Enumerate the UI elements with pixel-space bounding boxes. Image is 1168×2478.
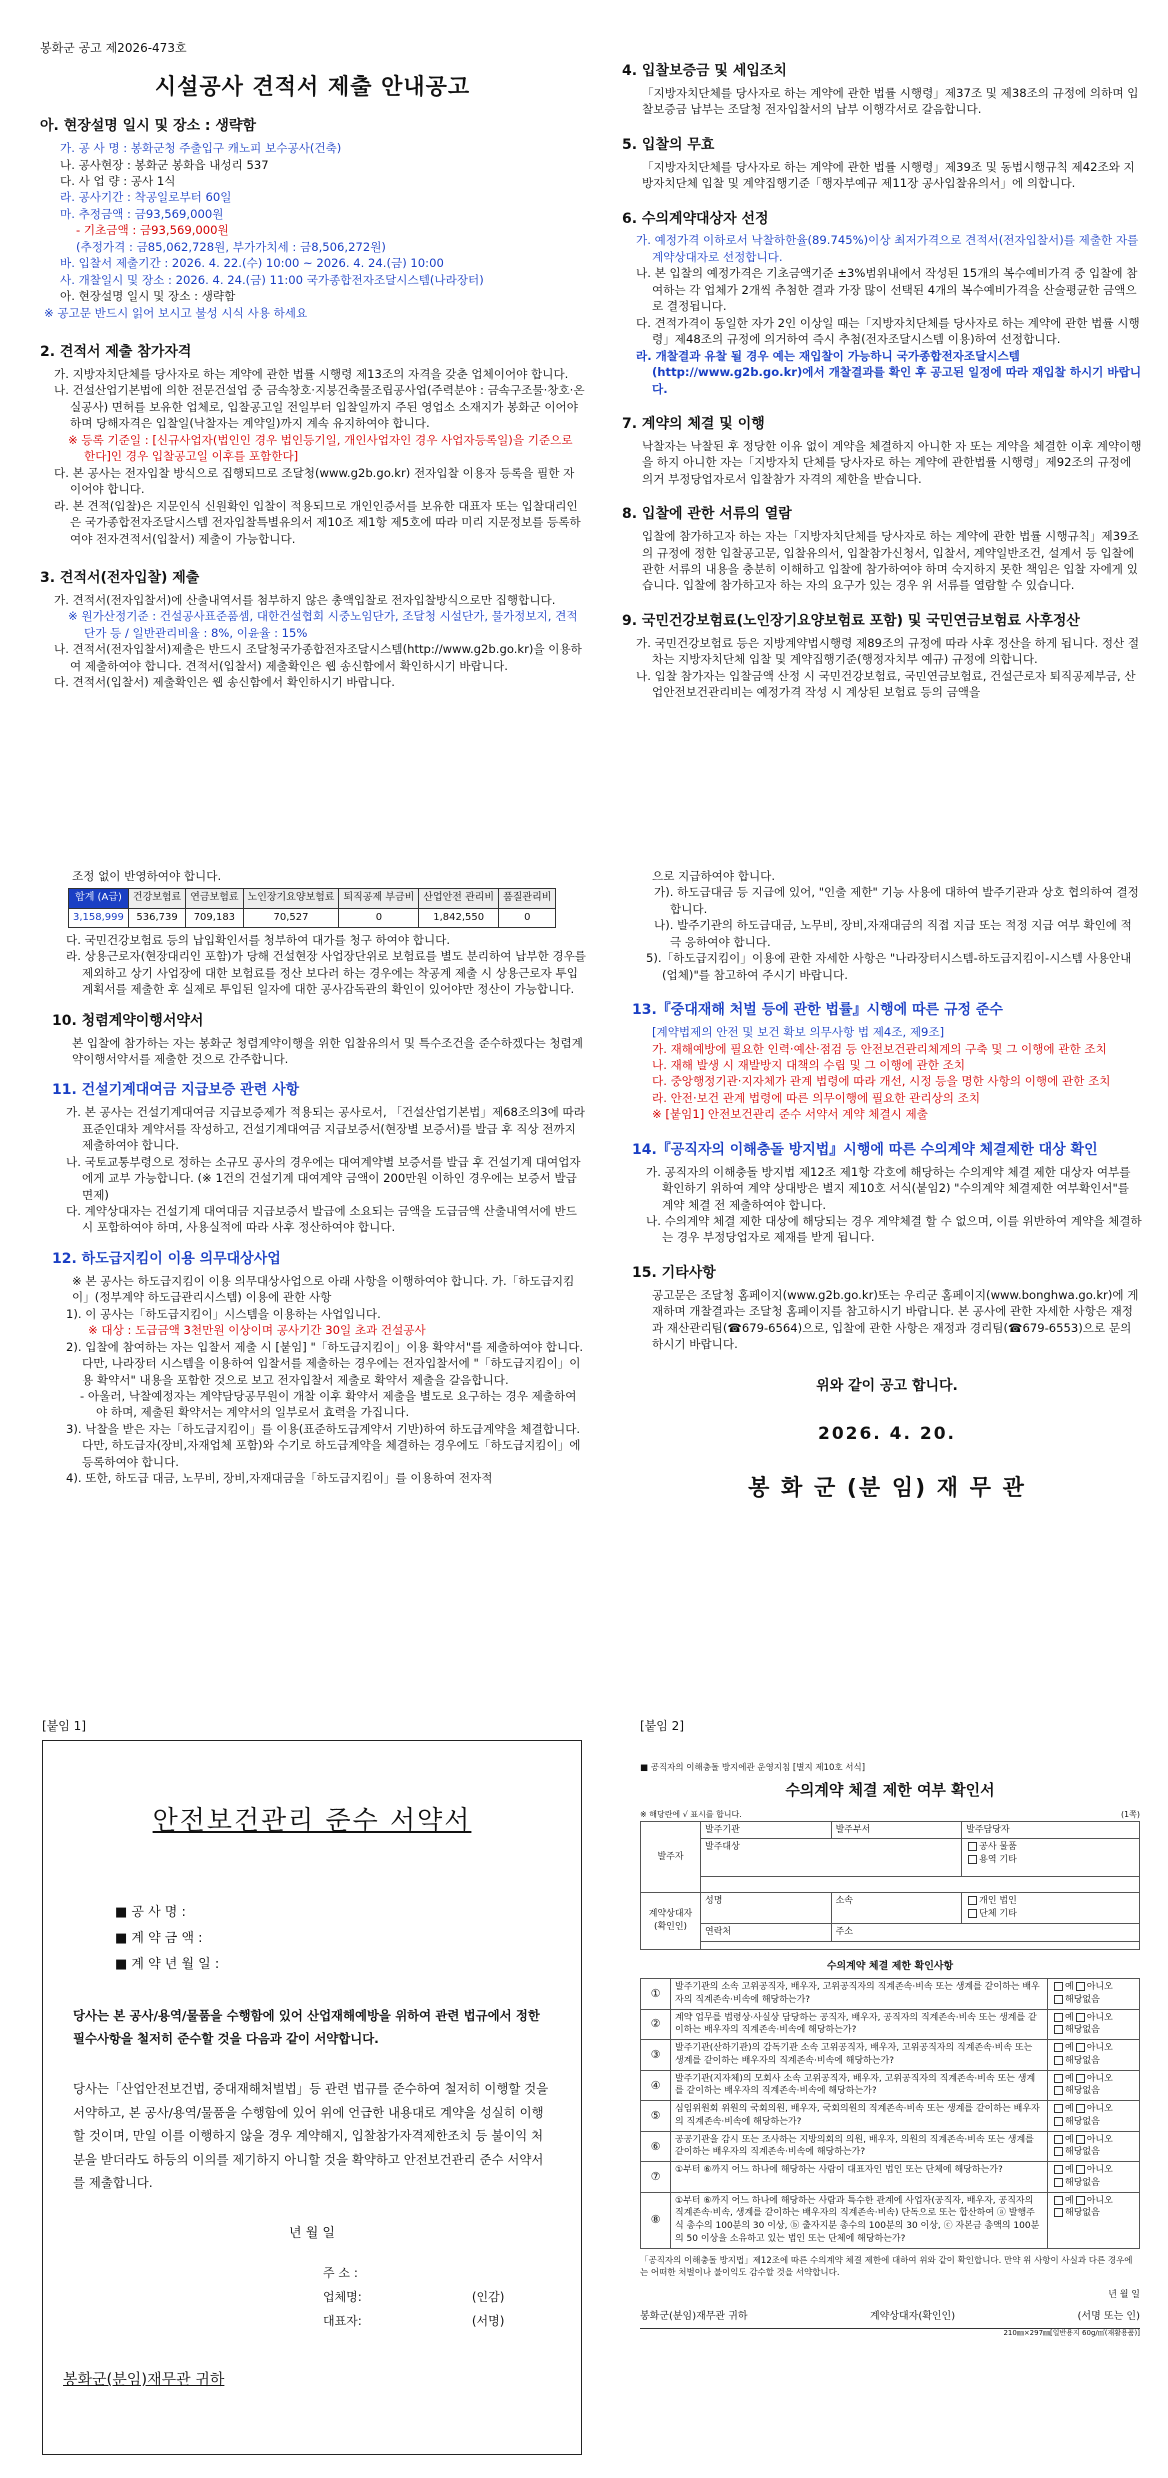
orderer-agency: 발주기관 bbox=[701, 1821, 832, 1839]
orderer-dept: 발주부서 bbox=[831, 1821, 962, 1839]
row-answers bbox=[1048, 2009, 1140, 2040]
pledge-signature-block bbox=[323, 2261, 581, 2333]
checkbox-icon[interactable] bbox=[1076, 2043, 1085, 2052]
closing-text: 위와 같이 공고 합니다. bbox=[816, 1377, 958, 1394]
section-8-heading: 8. 입찰에 관한 서류의 열람 bbox=[622, 506, 792, 523]
s1-e: 마. 추정금액 : 금93,569,000원 bbox=[60, 206, 224, 221]
pledge-title: 안전보건관리 준수 서약서 bbox=[152, 1806, 472, 1836]
na-label: 해당없음 bbox=[1065, 1994, 1100, 2005]
pledge-paragraph-1: 당사는 본 공사/용역/물품을 수행함에 있어 산업재해예방을 위하여 관련 법규에서 정한 필수사항을 철저히 준수할 것을 다음과 같이 서약합니다. bbox=[73, 2007, 540, 2047]
checkbox-icon[interactable] bbox=[1054, 2104, 1063, 2113]
no-label: 아니오 bbox=[1086, 2012, 1113, 2023]
form-parties-table bbox=[640, 1821, 1140, 1950]
section-15-heading: 15. 기타사항 bbox=[632, 1264, 716, 1281]
no-label: 아니오 bbox=[1086, 1981, 1113, 1992]
row-question: ①부터 ⑥까지 어느 하나에 해당하는 사람이 대표자인 법인 또는 단체에 해당하는가? bbox=[671, 2162, 1048, 2193]
checkbox-icon[interactable] bbox=[1054, 2117, 1063, 2126]
row-question: 공공기관을 감시 또는 조사하는 지방의회의 의원, 배우자, 의원의 직계존속·비속 또는 생계를 같이하는 배우자의 직계존속·비속에 해당하는가? bbox=[671, 2131, 1048, 2162]
s6-a: 가. 예정가격 이하로서 낙찰하한율(89.745%)이상 최저가격으로 견적서(전자입찰서)를 제출한 자를 계약상대자로 선정합니다. bbox=[636, 233, 1139, 264]
s1-note: ※ 공고문 반드시 읽어 보시고 불성 시식 사용 하세요 bbox=[44, 305, 308, 320]
s1-g: 사. 개찰일시 및 장소 : 2026. 4. 24.(금) 11:00 국가종합전자조달시스템(나라장터) bbox=[60, 272, 484, 287]
notice-number: 봉화군 공고 제2026-473호 bbox=[40, 41, 187, 55]
s14-b: 나. 수의계약 체결 제한 대상에 해당되는 경우 계약체결 할 수 없으며, 이를 위반하여 계약을 체결하는 경우 부정당업자로 제재를 받게 됩니다. bbox=[646, 1214, 1142, 1245]
field-project-name: ■ 공 사 명 : bbox=[115, 1904, 186, 1920]
s4-a: 「지방자치단체를 당사자로 하는 계약에 관한 법률 시행령」제37조 및 제38조의 규정에 의하며 입찰보증금 납부는 조달청 전자입찰서의 납부 이행각서로 갈음합니다. bbox=[642, 85, 1139, 117]
attachment-1-label: [붙임 1] bbox=[42, 1719, 86, 1733]
s7-a: 낙찰자는 낙찰된 후 정당한 이유 없이 계약을 체결하지 아니한 자 또는 계약을 체결한 이후 계약이행을 하지 아니한 자는「지방자치 단체를 당사자로 하는 계약에 관한법률 시행령」제92조의 규정에 의거 부정당업자로서 입찰참가 자격의 제한을 받습니다. bbox=[642, 438, 1142, 486]
na-label: 해당없음 bbox=[1065, 2086, 1100, 2097]
yes-label: 예 bbox=[1065, 2104, 1074, 2115]
s13-a: 가. 재해예방에 필요한 인력·예산·점검 등 안전보건관리체계의 구축 및 그 이행에 관한 조치 bbox=[652, 1041, 1107, 1056]
no-label: 아니오 bbox=[1086, 2165, 1113, 2176]
s14-a: 가. 공직자의 이해충돌 방지법 제12조 제1항 각호에 해당하는 수의계약 체결 제한 대상자 여부를 확인하기 위하여 계약 상대방은 별지 제10호 서식(붙임2) "수의계약 체결제한 여부확인서"를 계약 체결 전 제출하여야 합니다. bbox=[646, 1164, 1131, 1212]
checkbox-icon[interactable] bbox=[1076, 2196, 1085, 2205]
checkbox-icon[interactable] bbox=[1076, 2165, 1085, 2174]
checkbox-icon[interactable] bbox=[968, 1909, 977, 1918]
form-note: ※ 해당란에 √ 표시를 합니다. bbox=[640, 1810, 742, 1820]
na-label: 해당없음 bbox=[1065, 2055, 1100, 2066]
field-contract-date: ■ 계 약 년 월 일 : bbox=[115, 1956, 220, 1972]
s1-e2: (추정가격 : 금85,062,728원, 부가가치세 : 금8,506,272원) bbox=[76, 239, 386, 254]
row-answers bbox=[1048, 2040, 1140, 2071]
rate-value-0: 3,158,999 bbox=[69, 908, 129, 927]
checkbox-icon[interactable] bbox=[1076, 1982, 1085, 1991]
section-13-heading: 13.『중대재해 처벌 등에 관한 법률』시행에 따른 규정 준수 bbox=[632, 1002, 1003, 1019]
s12-i1-note: ※ 대상 : 도급금액 3천만원 이상이며 공사기간 30일 초과 건설공사 bbox=[88, 1323, 426, 1338]
pledge-recipient: 봉화군(분임)재무관 귀하 bbox=[63, 2370, 225, 2389]
conflict-check-form bbox=[640, 1762, 1140, 2339]
pledge-rep-line bbox=[323, 2309, 581, 2333]
s3-a: 가. 견적서(전자입찰서)에 산출내역서를 첨부하지 않은 총액입찰로 전자입찰방식으로만 집행합니다. bbox=[54, 592, 556, 607]
s12-i1: 1). 이 공사는「하도급지킴이」시스템을 이용하는 사업입니다. bbox=[66, 1306, 381, 1321]
row-number: ⑧ bbox=[641, 2192, 671, 2248]
checkbox-icon[interactable] bbox=[1054, 1982, 1063, 1991]
s13-b: 나. 재해 발생 시 재발방지 대책의 수립 및 그 이행에 관한 조치 bbox=[652, 1057, 966, 1072]
r-low-top: 으로 지급하여야 합니다. bbox=[652, 869, 776, 883]
checkbox-icon[interactable] bbox=[968, 1855, 977, 1864]
no-label: 아니오 bbox=[1086, 2043, 1113, 2054]
right-upper-column bbox=[622, 52, 1142, 701]
s1-a: 가. 공 사 명 : 봉화군청 주출입구 캐노피 보수공사(건축) bbox=[60, 141, 342, 156]
s3-b: 나. 견적서(전자입찰서)제출은 반드시 조달청국가종합전자조달시스템(http://www.g2b.go.kr)을 이용하여 제출하여야 합니다. 견적서(입찰서) 제출확인은 웹 송신함에서 확인하시기 바랍니다. bbox=[54, 642, 582, 673]
row-number: ⑥ bbox=[641, 2131, 671, 2162]
section-6-heading: 6. 수의계약대상자 선정 bbox=[622, 210, 769, 227]
section-10-heading: 10. 청렴계약이행서약서 bbox=[52, 1012, 204, 1029]
pledge-seal: (인감) bbox=[471, 2290, 505, 2305]
right-lower-column bbox=[632, 868, 1142, 1504]
s1-e1: - 기초금액 : 금93,569,000원 bbox=[76, 223, 229, 238]
checklist-row bbox=[641, 1978, 1140, 2009]
s2-b: 나. 건설산업기본법에 의한 전문건설업 중 금속창호·지붕건축물조립공사업(주력분야 : 금속구조물·창호·온실공사) 면허를 보유한 업체로, 입찰공고일 전일부터 입찰일까지 주된 영업소 소재지가 봉화군 이어야 하며 당해자격은 입찰일(낙찰자는 계약일)까지 계속 유지하여야 합니다. bbox=[54, 383, 585, 431]
counterparty-label: 계약상대자 (확인인) bbox=[641, 1893, 701, 1949]
rate-header-1: 건강보험료 bbox=[128, 889, 185, 908]
row-question: 발주기관의 소속 고위공직자, 배우자, 고위공직자의 직계존속·비속 또는 생계를 같이하는 배우자의 직계존속·비속에 해당하는가? bbox=[671, 1978, 1048, 2009]
s1-f: 바. 입찰서 제출기간 : 2026. 4. 22.(수) 10:00 ~ 2026. 4. 24.(금) 10:00 bbox=[60, 256, 444, 271]
checklist-row bbox=[641, 2040, 1140, 2071]
orderer-label: 발주자 bbox=[641, 1821, 701, 1893]
row-number: ③ bbox=[641, 2040, 671, 2071]
counterparty-name: 성명 bbox=[701, 1893, 832, 1924]
section-7-heading: 7. 계약의 체결 및 이행 bbox=[622, 415, 765, 432]
checkbox-icon[interactable] bbox=[968, 1896, 977, 1905]
checklist-row bbox=[641, 2009, 1140, 2040]
form-sign-note: (서명 또는 인) bbox=[1077, 2310, 1140, 2322]
s1-b: 나. 공사현장 : 봉화군 봉화읍 내성리 537 bbox=[60, 157, 269, 172]
form-note-row bbox=[640, 1809, 1140, 1820]
row-number: ④ bbox=[641, 2070, 671, 2101]
row-number: ① bbox=[641, 1978, 671, 2009]
rate-header-6: 품질관리비 bbox=[499, 889, 556, 908]
s11-a: 가. 본 공사는 건설기계대여금 지급보증제가 적용되는 공사로서, 「건설산업기본법」제68조의3에 따라 표준인대차 계약서를 작성하고, 건설기계대여금 지급보증서(현장별 보증서)를 발급 후 직상 전까지 제출하여야 합니다. bbox=[66, 1105, 585, 1153]
issuer-name: 봉 화 군 (분 임) 재 무 관 bbox=[748, 1475, 1026, 1501]
form-recipient: 봉화군(분임)재무관 귀하 bbox=[640, 2310, 748, 2322]
s8-a: 입찰에 참가하고자 하는 자는「지방자치단체를 당사자로 하는 계약에 관한 법률 시행규칙」제39조의 규정에 정한 입찰공고문, 입찰유의서, 입찰참가신청서, 입찰서, 계약일반조건, 설계서 등 입찰에 관한 서류의 내용을 충분히 이해하고 입찰에 참가하여야 하며 숙지하지 못한 책임은 입찰 자에게 있습니다. 입찰에 참가하고자 하는 자의 요구가 있는 경우 위 서류를 열람할 수 있습니다. bbox=[642, 529, 1139, 593]
checklist-row bbox=[641, 2131, 1140, 2162]
s3-c: 다. 견적서(입찰서) 제출확인은 웹 송신함에서 확인하시기 바랍니다. bbox=[54, 675, 395, 690]
left-lower-column bbox=[52, 868, 587, 1487]
row-answers bbox=[1048, 2070, 1140, 2101]
checkbox-icon[interactable] bbox=[1076, 2104, 1085, 2113]
form-title: 수의계약 체결 제한 여부 확인서 bbox=[785, 1781, 995, 1800]
rate-header-4: 퇴직공제 부금비 bbox=[339, 889, 419, 908]
row-answers bbox=[1048, 2192, 1140, 2248]
s10-a: 본 입찰에 참가하는 자는 봉화군 청렴계약이행을 위한 입찰유의서 및 특수조건을 준수하겠다는 청렴계약이행서약서를 제출한 것으로 간주합니다. bbox=[72, 1035, 583, 1066]
section-9-heading: 9. 국민건강보험료(노인장기요양보험료 포함) 및 국민연금보험료 사후정산 bbox=[622, 612, 1080, 629]
checkbox-icon[interactable] bbox=[1076, 2135, 1085, 2144]
yes-label: 예 bbox=[1065, 2195, 1074, 2206]
safety-pledge-form bbox=[42, 1740, 582, 2455]
rate-header-5: 산업안전 관리비 bbox=[419, 889, 499, 908]
checkbox-icon[interactable] bbox=[1054, 2208, 1063, 2217]
no-label: 아니오 bbox=[1086, 2195, 1113, 2206]
form-paper-spec: 210㎜×297㎜[일반용지 60g/㎡(재활용품)] bbox=[640, 2328, 1140, 2339]
checklist-row bbox=[641, 2192, 1140, 2248]
yes-label: 예 bbox=[1065, 2043, 1074, 2054]
form-footer-text: 「공직자의 이해충돌 방지법」제12조에 따른 수의계약 체결 제한에 대하여 위와 같이 확인합니다. 만약 위 사항이 사실과 다른 경우에는 어떠한 처벌이나 불이익도 감수할 것을 서약합니다. bbox=[640, 2255, 1133, 2278]
s13-d: 라. 안전·보건 관계 법령에 따른 의무이행에 필요한 관리상의 조치 bbox=[652, 1090, 981, 1105]
s1-h: 아. 현장설명 일시 및 장소 : 생략함 bbox=[60, 289, 236, 304]
checkbox-icon[interactable] bbox=[1054, 2196, 1063, 2205]
checkbox-icon[interactable] bbox=[1054, 2013, 1063, 2022]
checkbox-icon[interactable] bbox=[1054, 2056, 1063, 2065]
checklist-title: 수의계약 체결 제한 확인사항 bbox=[826, 1960, 954, 1972]
s12-i4: 4). 또한, 하도급 대금, 노무비, 장비,자재대금을「하도급지킴이」를 이용하여 전자적 bbox=[66, 1471, 493, 1486]
s15-a: 공고문은 조달청 홈페이지(www.g2b.go.kr)또는 우리군 홈페이지(www.bonghwa.go.kr)에 게재하며 개찰결과는 조달청 홈페이지를 참고하시기 바랍니다. 본 공사에 관한 자세한 사항은 재정과 재산관리팀(☎679-6564)으로, 입찰에 관한 사항은 재정과 경리팀(☎679-6553)으로 문의하시기 바랍니다. bbox=[652, 1287, 1139, 1352]
s12-i2b: - 아울러, 낙찰예정자는 계약담당공무원이 개찰 이후 확약서 제출을 별도로 요구하는 경우 제출하여야 하며, 제출된 확약서는 계약서의 일부로서 효력을 가집니다. bbox=[80, 1388, 577, 1420]
yes-label: 예 bbox=[1065, 2073, 1074, 2084]
s1-d: 라. 공사기간 : 착공일로부터 60일 bbox=[60, 190, 232, 205]
row-number: ② bbox=[641, 2009, 671, 2040]
rate-value-3: 70,527 bbox=[243, 908, 339, 927]
section-3-heading: 3. 견적서(전자입찰) 제출 bbox=[40, 569, 200, 586]
form-law-reference: ■ 공직자의 이해충돌 방지에관 운영지침 [별지 제10호 서식] bbox=[640, 1763, 866, 1773]
checklist-row bbox=[641, 2101, 1140, 2132]
rate-value-4: 0 bbox=[339, 908, 419, 927]
r-low-five: 5).「하도급지킴이」이용에 관한 자세한 사항은 "나라장터시스템-하도급지킴이-시스템 사용안내(업체)"를 참고하여 주시기 바랍니다. bbox=[646, 951, 1132, 982]
checkbox-icon[interactable] bbox=[1076, 2074, 1085, 2083]
s1-c: 다. 사 업 량 : 공사 1식 bbox=[60, 174, 176, 189]
orderer-staff: 발주담당자 bbox=[962, 1821, 1140, 1839]
form-page: (1쪽) bbox=[1120, 1810, 1140, 1820]
s6-b: 나. 본 입찰의 예정가격은 기초금액기준 ±3%범위내에서 작성된 15개의 복수예비가격 중 입찰에 참여하는 각 업체가 2개씩 추첨한 결과 가장 많이 선택된 4개의 복수예비가격을 산술평균한 금액으로 결정됩니다. bbox=[636, 266, 1138, 314]
na-label: 해당없음 bbox=[1065, 2025, 1100, 2036]
row-number: ⑦ bbox=[641, 2162, 671, 2193]
rate-value-6: 0 bbox=[499, 908, 556, 927]
rate-value-1: 536,739 bbox=[128, 908, 185, 927]
contract-type-options bbox=[962, 1839, 1140, 1877]
s11-c: 다. 계약상대자는 건설기계 대여대금 지급보증서 발급에 소요되는 금액을 도급금액 산출내역서에 반드시 포함하여야 하며, 사용실적에 따라 사후 정산하여야 합니다. bbox=[66, 1204, 577, 1235]
orderer-blank bbox=[701, 1877, 1140, 1893]
yes-label: 예 bbox=[1065, 1981, 1074, 1992]
insure-ra: 라. 상용근로자(현장대리인 포함)가 당해 건설현장 사업장단위로 보험료를 별도 분리하여 납부한 경우를 제외하고 상기 사업장에 대한 보험료를 정산 보다러 하는 경우에는 착공계 제출 시 상용근로자 투입계획서를 제출한 후 실제로 투입된 일자에 대한 공사감독관의 확인이 있어야만 정산이 가능합니다. bbox=[66, 949, 586, 997]
checkbox-icon[interactable] bbox=[968, 1842, 977, 1851]
s9-a: 가. 국민건강보험료 등은 지방계약법시행령 제89조의 규정에 따라 사후 정산을 하게 됩니다. 정산 절차는 지방자치단체 입찰 및 계약집행기준(행정자치부 예규) 규정에 의합니다. bbox=[636, 635, 1140, 667]
field-contract-amount: ■ 계 약 금 액 : bbox=[115, 1930, 203, 1946]
counterparty-address: 주소 bbox=[831, 1924, 1139, 1942]
rate-header-3: 노인장기요양보험료 bbox=[243, 889, 339, 908]
insurance-rate-table bbox=[68, 888, 556, 927]
row-answers bbox=[1048, 2131, 1140, 2162]
counterparty-affil: 소속 bbox=[831, 1893, 962, 1924]
checkbox-icon[interactable] bbox=[1054, 2074, 1063, 2083]
yes-label: 예 bbox=[1065, 2134, 1074, 2145]
row-question: 심임위원회 위원의 국회의원, 배우자, 국회의원의 직계존속·비속 또는 생계를 같이하는 배우자의 직계존속·비속에 해당하는가? bbox=[671, 2101, 1048, 2132]
s12-i3: 3). 낙찰을 받은 자는「하도급지킴이」를 이용(표준하도급계약서 기반)하여 하도급계약을 체결합니다. 다만, 하도급자(장비,자재업체 포함)와 수기로 하도급계약을 체결하는 경우에도「하도급지킴이」에 등록하여야 합니다. bbox=[66, 1421, 581, 1469]
row-question: 발주기관(산하기관)의 감독기관 소속 고위공직자, 배우자, 고위공직자의 직계존속·비속 또는 생계를 같이하는 배우자의 직계존속·비속에 해당하는가? bbox=[671, 2040, 1048, 2071]
form-sign-row bbox=[640, 2310, 1140, 2324]
continued-text: 조정 없이 반영하여야 합니다. bbox=[72, 869, 222, 883]
pledge-company: 업체명: bbox=[323, 2290, 362, 2305]
attachment-2-label: [붙임 2] bbox=[640, 1719, 684, 1733]
left-upper-column bbox=[40, 72, 585, 691]
no-label: 아니오 bbox=[1086, 2104, 1113, 2115]
section-1-heading: 아. 현장설명 일시 및 장소 : 생략함 bbox=[40, 118, 256, 135]
document-title: 시설공사 견적서 제출 안내공고 bbox=[154, 75, 471, 100]
na-label: 해당없음 bbox=[1065, 2208, 1100, 2219]
checkbox-icon[interactable] bbox=[1054, 2165, 1063, 2174]
s13-c: 다. 중앙행정기관·지자체가 관계 법령에 따라 개선, 시정 등을 명한 사항의 이행에 관한 조치 bbox=[652, 1074, 1111, 1089]
checkbox-icon[interactable] bbox=[1054, 2025, 1063, 2034]
s9-b: 나. 입찰 참가자는 입찰금액 산정 시 국민건강보험료, 국민연금보험료, 건설근로자 퇴직공제부금, 산업안전보건관리비는 예정가격 작성 시 계상된 보험료 등의 금액을 bbox=[636, 668, 1136, 700]
s2-d: 라. 본 견적(입찰)은 지문인식 신원확인 입찰이 적용되므로 개인인증서를 보유한 대표자 또는 입찰대리인은 국가종합전자조달시스템 전자입찰특별유의서 제10조 제1항 제5호에 따라 미리 지문정보를 등록하여야 전자견적서(입찰서) 제출이 가능합니다. bbox=[54, 498, 581, 546]
form-date: 년 월 일 bbox=[1108, 2289, 1140, 2300]
counterparty-type bbox=[962, 1893, 1140, 1924]
s11-b: 나. 국토교통부령으로 정하는 소규모 공사의 경우에는 대여계약별 보증서를 발급 후 건설기계 대여업자에게 교부 가능합니다. (※ 1건의 건설기계 대여계약 금액이 200만원 이하인 경우에는 보증서 발급 면제) bbox=[66, 1154, 581, 1202]
yes-label: 예 bbox=[1065, 2165, 1074, 2176]
counterparty-blank bbox=[701, 1941, 1140, 1949]
checklist-row bbox=[641, 2162, 1140, 2193]
pledge-fields bbox=[115, 1900, 581, 1978]
opts-a: 공사 물품 bbox=[979, 1842, 1017, 1853]
opts-b: 용역 기타 bbox=[979, 1855, 1017, 1866]
checkbox-icon[interactable] bbox=[1054, 2086, 1063, 2095]
s3-a-note: ※ 원가산정기준 : 건설공사표준품셈, 대한건설협회 시중노임단가, 조달청 시설단가, 물가정보지, 견적단가 등 / 일반관리비율 : 8%, 이윤율 : 15% bbox=[68, 609, 578, 640]
pledge-address: 주 소 : bbox=[323, 2266, 358, 2281]
person-opts: 개인 법인 bbox=[979, 1896, 1017, 1907]
checkbox-icon[interactable] bbox=[1054, 1995, 1063, 2004]
row-answers bbox=[1048, 1978, 1140, 2009]
s13-note: ※ [붙임1] 안전보건관리 준수 서약서 계약 체결시 제출 bbox=[652, 1107, 928, 1122]
section-5-heading: 5. 입찰의 무효 bbox=[622, 136, 715, 153]
section-2-heading: 2. 견적서 제출 참가자격 bbox=[40, 344, 192, 361]
checklist-table bbox=[640, 1978, 1140, 2249]
pledge-company-line bbox=[323, 2285, 581, 2309]
section-11-heading: 11. 건설기계대여금 지급보증 관련 사항 bbox=[52, 1082, 300, 1099]
pledge-paragraph-2: 당사는「산업안전보건법, 중대재해처벌법」등 관련 법규를 준수하여 철저히 이행할 것을 서약하고, 본 공사/용역/물품을 수행함에 있어 위에 언급한 내용대로 계약을 성실히 이행할 것이며, 만일 이를 이행하지 않을 경우 계약해지, 입찰참가자격제한조치 등 불이익 처분을 받더라도 하등의 이의를 제기하지 아니할 것을 확약하고 안전보건관리 준수 서약서를 제출합니다. bbox=[73, 2081, 549, 2191]
s12-i2: 2). 입찰에 참여하는 자는 입찰서 제출 시 [붙임] "「하도급지킴이」이용 확약서"를 제출하여야 합니다. 다만, 나라장터 시스템을 이용하여 입찰서를 제출하는 경우에는 전자입찰서에 "「하도급지킴이」이용 확약서" 내용을 포함한 것으로 보고 전자입찰서 제출로 확약서 제출을 갈음합니다. bbox=[66, 1339, 584, 1387]
row-question: 계약 업무를 법령상·사실상 담당하는 공직자, 배우자, 공직자의 직계존속·비속 또는 생계를 같이하는 배우자의 직계존속·비속에 해당하는가? bbox=[671, 2009, 1048, 2040]
contract-target: 발주대상 bbox=[701, 1839, 962, 1877]
s12-intro: ※ 본 공사는 하도급지킴이 이용 의무대상사업으로 아래 사항을 이행하여야 합니다. 가.「하도급지킴이」(정부계약 하도급관리시스템) 이용에 관한 사항 bbox=[72, 1273, 575, 1305]
r-low-ga: 가). 하도급대금 등 지급에 있어, "인출 제한" 기능 사용에 대하여 발주기관과 상호 협의하여 결정합니다. bbox=[654, 885, 1139, 916]
rate-header-0: 합계 (A급) bbox=[69, 889, 129, 908]
s2-c: 다. 본 공사는 전자입찰 방식으로 집행되므로 조달청(www.g2b.go.kr) 전자입찰 이용자 등록을 필한 자 이어야 합니다. bbox=[54, 465, 575, 497]
yes-label: 예 bbox=[1065, 2012, 1074, 2023]
rate-value-5: 1,842,550 bbox=[419, 908, 499, 927]
row-question: ①부터 ⑥까지 어느 하나에 해당하는 사람과 특수한 관계에 사업자(공직자, 배우자, 공직자의 직계존속·비속, 생계를 같이하는 배우자의 직계존속·비속) 단독으로 또는 합산하여 ⓐ 발행주식 총수의 100분의 30 이상, ⓑ 출자지분 총수의 100분의 30 이상, ⓒ 자본금 총액의 100분의 50 이상을 소유하고 있는 법인 또는 단체에 해당하는가? bbox=[671, 2192, 1048, 2248]
s6-d: 라. 개찰결과 유찰 될 경우 예는 재입찰이 가능하니 국가종합전자조달시스템(http://www.g2b.go.kr)에서 개찰결과를 확인 후 공고된 일정에 따라 재입찰 하시기 바랍니다. bbox=[636, 348, 1142, 396]
no-label: 아니오 bbox=[1086, 2073, 1113, 2084]
rate-header-2: 연금보험료 bbox=[186, 889, 243, 908]
row-answers bbox=[1048, 2101, 1140, 2132]
s2-b-note: ※ 등록 기준일 : [신규사업자(법인인 경우 법인등기일, 개인사업자인 경우 사업자등록일)을 기준으로 한다]인 경우 입찰공고일 이후를 포함한다] bbox=[68, 432, 573, 464]
na-label: 해당없음 bbox=[1065, 2147, 1100, 2158]
row-question: 발주기관(지자체)의 모회사 소속 고위공직자, 배우자, 고위공직자의 직계존속·비속 또는 생계를 같이하는 배우자의 직계존속·비속에 해당하는가? bbox=[671, 2070, 1048, 2101]
pledge-rep: 대표자: bbox=[323, 2314, 362, 2329]
na-label: 해당없음 bbox=[1065, 2177, 1100, 2188]
row-number: ⑤ bbox=[641, 2101, 671, 2132]
na-label: 해당없음 bbox=[1065, 2116, 1100, 2127]
form-signer: 계약상대자(확인인) bbox=[870, 2310, 956, 2322]
s5-a: 「지방자치단체를 당사자로 하는 계약에 관한 법률 시행령」제39조 및 동법시행규칙 제42조와 지방자치단체 입찰 및 계약집행기준「행자부예규 제11장 공사입찰유의서」에 의합니다. bbox=[642, 159, 1135, 191]
s2-a: 가. 지방자치단체를 당사자로 하는 계약에 관한 법률 시행령 제13조의 자격을 갖춘 업체이어야 합니다. bbox=[54, 366, 569, 381]
insure-da: 다. 국민건강보험료 등의 납입확인서를 청부하여 대가를 청구 하여야 합니다. bbox=[66, 932, 451, 947]
counterparty-contact: 연락처 bbox=[701, 1924, 832, 1942]
pledge-date: 년 월 일 bbox=[289, 2225, 335, 2241]
section-14-heading: 14.『공직자의 이해충돌 방지법』시행에 따른 수의계약 체결제한 대상 확인 bbox=[632, 1141, 1098, 1158]
pledge-sign: (서명) bbox=[471, 2314, 505, 2329]
rate-value-2: 709,183 bbox=[186, 908, 243, 927]
no-label: 아니오 bbox=[1086, 2134, 1113, 2145]
group-opts: 단체 기타 bbox=[979, 1909, 1017, 1920]
checkbox-icon[interactable] bbox=[1054, 2147, 1063, 2156]
row-answers bbox=[1048, 2162, 1140, 2193]
notice-date: 2026. 4. 20. bbox=[817, 1424, 956, 1445]
s6-c: 다. 견적가격이 동일한 자가 2인 이상일 때는「지방자치단체를 당사자로 하는 계약에 관한 법률 시행령」제48조의 규정에 의거하여 즉시 추첨(전자조달시스템 이용)하여 선정합니다. bbox=[636, 315, 1140, 347]
r-low-na: 나). 발주기관의 하도급대금, 노무비, 장비,자재대금의 직접 지급 또는 적정 지급 여부 확인에 적극 응하여야 합니다. bbox=[654, 918, 1132, 949]
s13-sub: [계약법제의 안전 및 보건 확보 의무사항 법 제4조, 제9조] bbox=[652, 1025, 945, 1040]
checklist-row bbox=[641, 2070, 1140, 2101]
section-4-heading: 4. 입찰보증금 및 세입조치 bbox=[622, 63, 787, 79]
checkbox-icon[interactable] bbox=[1054, 2178, 1063, 2187]
section-12-heading: 12. 하도급지킴이 이용 의무대상사업 bbox=[52, 1250, 281, 1267]
checkbox-icon[interactable] bbox=[1076, 2013, 1085, 2022]
checkbox-icon[interactable] bbox=[1054, 2043, 1063, 2052]
checkbox-icon[interactable] bbox=[1054, 2135, 1063, 2144]
